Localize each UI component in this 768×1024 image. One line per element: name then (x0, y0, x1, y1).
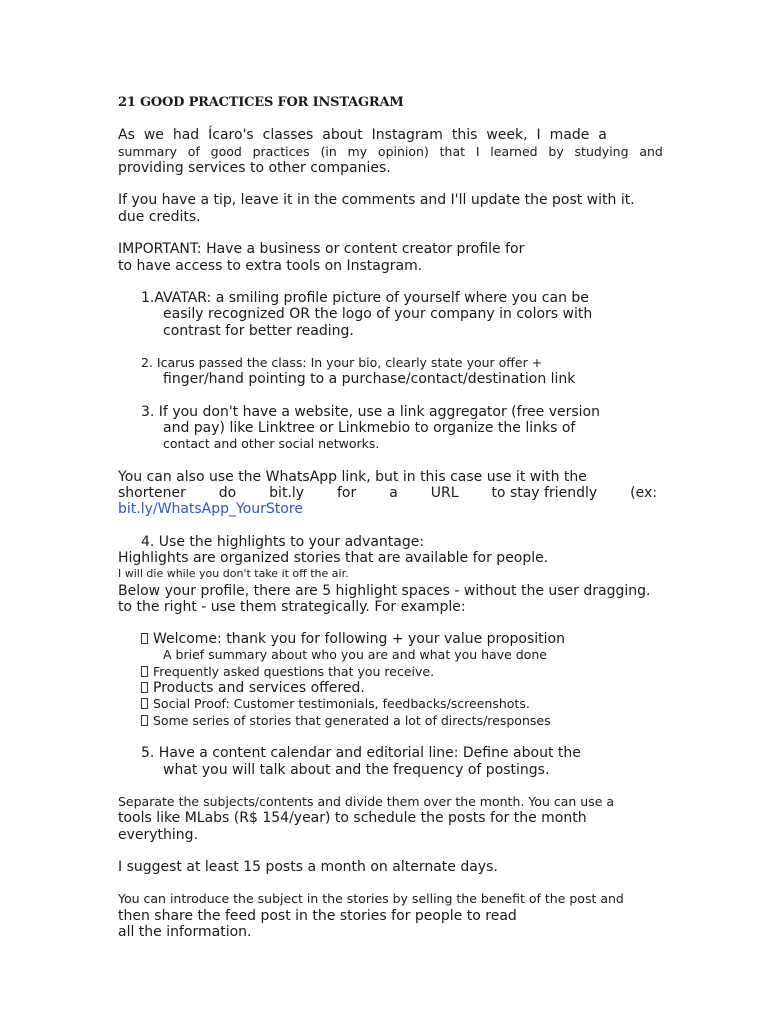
word: that (439, 144, 466, 159)
intro-line-3: providing services to other companies. (118, 160, 391, 176)
bullet-text: Some series of stories that generated a lot of directs/responses (153, 713, 551, 728)
item-1-line-1: 1.AVATAR: a smiling profile picture of yourself where you can be (141, 290, 589, 306)
item-3-line-2: and pay) like Linktree or Linkmebio to organize the links of (163, 420, 576, 436)
whatsapp-line-1: You can also use the WhatsApp link, but in this case use it with the (118, 469, 587, 485)
item-3-line-3: contact and other social networks. (163, 436, 380, 451)
important-line-2: to have access to extra tools on Instagram. (118, 258, 423, 274)
word: and (639, 144, 663, 159)
word: URL (430, 485, 459, 501)
item-4-line-4: Below your profile, there are 5 highlight spaces - without the user dragging. (118, 583, 651, 599)
item-3-line-1: 3. If you don't have a website, use a link aggregator (free version (141, 404, 600, 420)
item-2-line-2: finger/hand pointing to a purchase/contact/destination link (163, 371, 576, 387)
item-4-line-3: I will die while you don't take it off the air. (118, 567, 349, 580)
word: to stay friendly (491, 485, 598, 501)
stories-line-3: all the information. (118, 924, 252, 940)
bullet-stories (141, 713, 551, 729)
intro-line-1 (118, 127, 607, 143)
bullet-text: Welcome: thank you for following + your value proposition (153, 631, 565, 647)
item-4-line-2: Highlights are organized stories that are available for people. (118, 550, 549, 566)
word: a (389, 485, 398, 501)
word: made (549, 127, 590, 143)
bullet-welcome-sub: A brief summary about who you are and what you have done (163, 647, 547, 662)
document-title: 21 GOOD PRACTICES FOR INSTAGRAM (118, 95, 404, 110)
item-1-line-2: easily recognized OR the logo of your company in colors with (163, 306, 593, 322)
word: this (451, 127, 478, 143)
important-line-1: IMPORTANT: Have a business or content creator profile for (118, 241, 525, 257)
bullet-text: Products and services offered. (153, 680, 365, 696)
word: opinion) (377, 144, 429, 159)
bullet-social-proof (141, 696, 530, 712)
item-4-line-5: to the right - use them strategically. For example: (118, 599, 466, 615)
word: for (337, 485, 357, 501)
tip-line-2: due credits. (118, 209, 201, 225)
word: had (172, 127, 200, 143)
word: we (143, 127, 164, 143)
word: Ícaro's (208, 127, 254, 143)
bullet-glyph-icon (141, 715, 148, 726)
word: do (218, 485, 237, 501)
word: my (347, 144, 368, 159)
word: week, (486, 127, 528, 143)
item-5-line-1: 5. Have a content calendar and editorial line: Define about the (141, 745, 581, 761)
item-5-line-2: what you will talk about and the frequency of postings. (163, 762, 550, 778)
bullet-glyph-icon (141, 633, 148, 644)
bullet-glyph-icon (141, 682, 148, 693)
word: (ex: (630, 485, 657, 501)
tip-line-1: If you have a tip, leave it in the comments and I'll update the post with it. (118, 192, 635, 208)
word: a (598, 127, 607, 143)
word: As (118, 127, 135, 143)
bullet-products (141, 680, 365, 696)
separate-line-2: tools like MLabs (R$ 154/year) to schedule the posts for the month (118, 810, 587, 826)
word: by (548, 144, 564, 159)
word: summary (118, 144, 177, 159)
word: Instagram (371, 127, 443, 143)
word: practices (252, 144, 310, 159)
word: I (536, 127, 541, 143)
stories-line-2: then share the feed post in the stories for people to read (118, 908, 517, 924)
item-2-line-1: 2. Icarus passed the class: In your bio, clearly state your offer + (141, 355, 543, 370)
bullet-text: Social Proof: Customer testimonials, feedbacks/screenshots. (153, 696, 530, 711)
item-4-line-1: 4. Use the highlights to your advantage: (141, 534, 425, 550)
bullet-glyph-icon (141, 698, 148, 709)
word: of (187, 144, 200, 159)
bullet-faq (141, 664, 434, 680)
word: I (475, 144, 480, 159)
stories-line-1: You can introduce the subject in the stories by selling the benefit of the post and (118, 891, 624, 906)
whatsapp-link[interactable]: bit.ly/WhatsApp_YourStore (118, 501, 303, 517)
bullet-glyph-icon (141, 666, 148, 677)
word: learned (490, 144, 538, 159)
separate-line-1: Separate the subjects/contents and divide them over the month. You can use a (118, 794, 615, 809)
item-1-line-3: contrast for better reading. (163, 323, 354, 339)
word: shortener (118, 485, 186, 501)
word: bit.ly (269, 485, 305, 501)
word: (in (320, 144, 337, 159)
word: classes (262, 127, 314, 143)
whatsapp-line-2 (118, 485, 657, 501)
word: about (322, 127, 363, 143)
bullet-text: Frequently asked questions that you receive. (153, 664, 435, 679)
separate-line-3: everything. (118, 827, 199, 843)
bullet-welcome (141, 631, 565, 647)
word: studying (574, 144, 629, 159)
word: good (210, 144, 242, 159)
suggest-line: I suggest at least 15 posts a month on alternate days. (118, 859, 498, 875)
intro-line-2 (118, 144, 663, 160)
